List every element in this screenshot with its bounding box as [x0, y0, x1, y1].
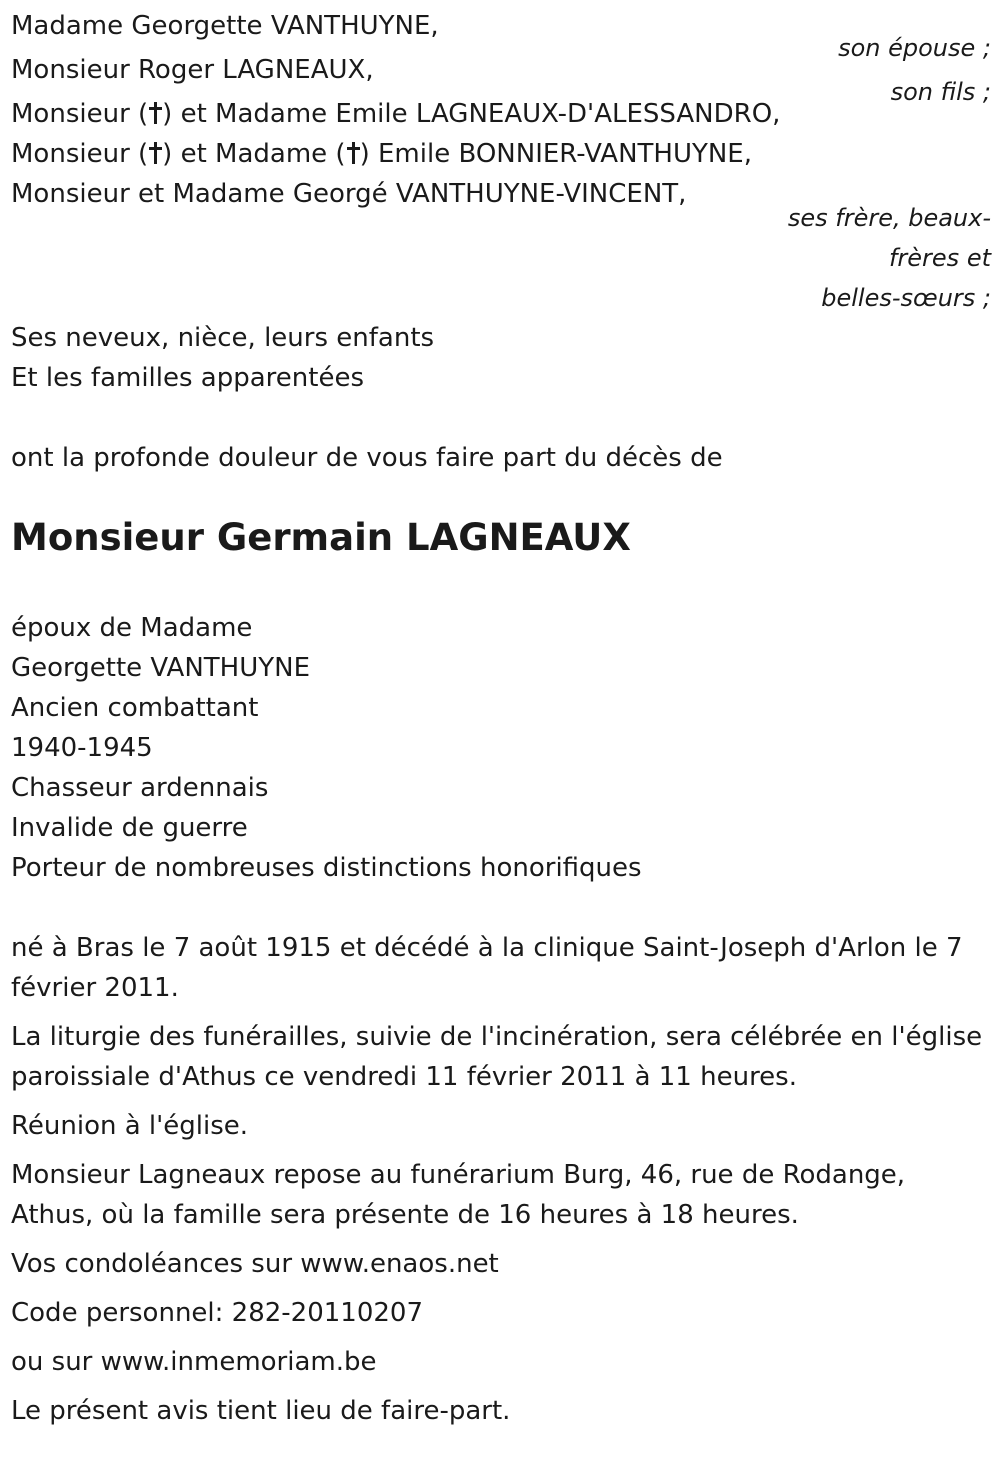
obituary-notice — [11, 6, 991, 1431]
sibling-1-prefix: Monsieur ( — [11, 99, 149, 129]
sibling-2-suffix: ) Emile BONNIER-VANTHUYNE, — [359, 139, 753, 169]
latin-cross-icon — [347, 142, 359, 164]
deceased-name: Monsieur Germain LAGNEAUX — [11, 516, 631, 559]
siblings-role-3: belles-sœurs ; — [821, 284, 991, 312]
liturgy-paragraph: La liturgie des funérailles, suivie de l'incinération, sera célébrée en l'église paroissiale d'Athus ce vendredi 11 février 2011 à 11 heures. — [11, 1022, 983, 1092]
sibling-line-2 — [11, 134, 991, 174]
title-line: Chasseur ardennais — [11, 773, 269, 803]
title-line: époux de Madame — [11, 613, 253, 643]
siblings-role-1: ses frère, beaux- — [787, 204, 991, 232]
title-line: Porteur de nombreuses distinctions honorifiques — [11, 853, 642, 883]
personal-code-paragraph: Code personnel: 282-20110207 — [11, 1298, 424, 1328]
extended-family-1: Ses neveux, nièce, leurs enfants — [11, 323, 435, 353]
birth-death-paragraph: né à Bras le 7 août 1915 et décédé à la clinique Saint-Joseph d'Arlon le 7 février 2011. — [11, 933, 963, 1003]
title-line: 1940-1945 — [11, 733, 153, 763]
latin-cross-icon — [149, 102, 161, 124]
son-role: son fils ; — [890, 78, 991, 106]
sibling-2-prefix: Monsieur ( — [11, 139, 149, 169]
meeting-paragraph: Réunion à l'église. — [11, 1111, 249, 1141]
sibling-1-suffix: ) et Madame Emile LAGNEAUX-D'ALESSANDRO, — [162, 99, 781, 129]
spacer — [11, 398, 991, 438]
sibling-2-middle: ) et Madame ( — [162, 139, 346, 169]
sibling-line-3: Monsieur et Madame Georgé VANTHUYNE-VINCENT, — [11, 179, 687, 209]
condolences-paragraph: Vos condoléances sur www.enaos.net — [11, 1249, 499, 1279]
wife-name: Madame Georgette VANTHUYNE, — [11, 11, 439, 41]
siblings-role-2: frères et — [888, 244, 991, 272]
extended-family-2: Et les familles apparentées — [11, 363, 365, 393]
title-line: Georgette VANTHUYNE — [11, 653, 311, 683]
sibling-line-1 — [11, 94, 991, 134]
title-line: Ancien combattant — [11, 693, 259, 723]
alternate-site-paragraph: ou sur www.inmemoriam.be — [11, 1347, 377, 1377]
son-name: Monsieur Roger LAGNEAUX, — [11, 55, 374, 85]
announcement-text: ont la profonde douleur de vous faire part du décès de — [11, 443, 723, 473]
latin-cross-icon — [149, 142, 161, 164]
funeral-home-paragraph: Monsieur Lagneaux repose au funérarium Burg, 46, rue de Rodange, Athus, où la famille sera présente de 16 heures à 18 heures. — [11, 1160, 906, 1230]
notice-paragraph: Le présent avis tient lieu de faire-part. — [11, 1396, 511, 1426]
spacer — [11, 888, 991, 928]
title-line: Invalide de guerre — [11, 813, 248, 843]
wife-role: son épouse ; — [838, 34, 991, 62]
